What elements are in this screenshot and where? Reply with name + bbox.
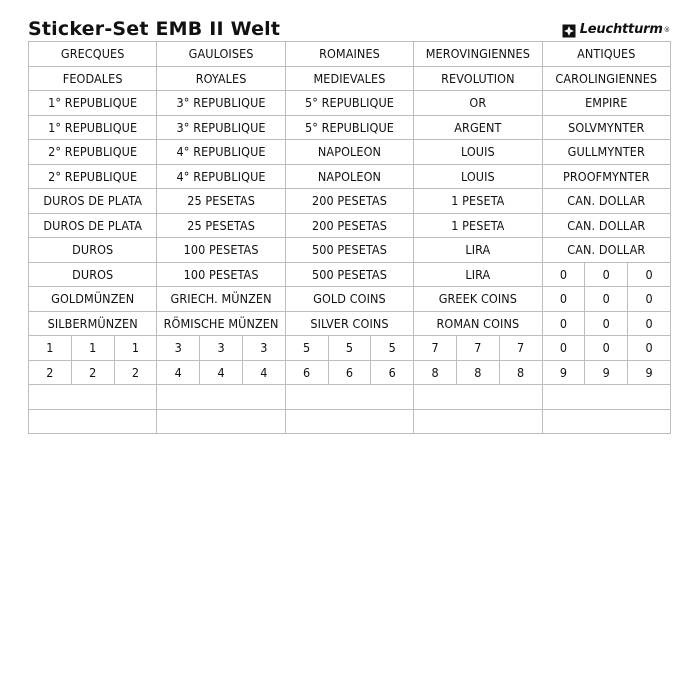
sticker-cell: GULLMYNTER bbox=[542, 140, 670, 165]
sticker-cell: 500 PESETAS bbox=[285, 238, 413, 263]
brand-logo bbox=[562, 22, 670, 37]
sticker-cell: 3 bbox=[157, 336, 200, 361]
sticker-cell: 1 PESETA bbox=[414, 213, 542, 238]
sticker-cell: GRECQUES bbox=[29, 42, 157, 67]
sticker-cell: 0 bbox=[585, 311, 628, 336]
sticker-cell: 7 bbox=[499, 336, 542, 361]
sticker-cell: CAN. DOLLAR bbox=[542, 238, 670, 263]
sticker-cell bbox=[414, 409, 542, 434]
table-row bbox=[29, 42, 671, 67]
sticker-cell: CAROLINGIENNES bbox=[542, 66, 670, 91]
sticker-cell: 2° REPUBLIQUE bbox=[29, 140, 157, 165]
lighthouse-logo-icon bbox=[562, 23, 576, 37]
sticker-cell: GOLD COINS bbox=[285, 287, 413, 312]
sticker-cell bbox=[542, 409, 670, 434]
sticker-cell: 8 bbox=[456, 360, 499, 385]
table-row bbox=[29, 409, 671, 434]
sticker-cell bbox=[29, 409, 157, 434]
sticker-cell bbox=[29, 385, 157, 410]
table-row bbox=[29, 213, 671, 238]
sticker-cell: 4 bbox=[242, 360, 285, 385]
sticker-cell: NAPOLEON bbox=[285, 140, 413, 165]
sticker-cell: 9 bbox=[628, 360, 671, 385]
sticker-cell: 8 bbox=[499, 360, 542, 385]
sticker-cell bbox=[157, 409, 285, 434]
sticker-cell: 4° REPUBLIQUE bbox=[157, 140, 285, 165]
sticker-cell: 2° REPUBLIQUE bbox=[29, 164, 157, 189]
sticker-cell: LOUIS bbox=[414, 140, 542, 165]
sticker-cell: 0 bbox=[542, 262, 585, 287]
sticker-cell: 0 bbox=[628, 336, 671, 361]
sticker-cell: ROMAN COINS bbox=[414, 311, 542, 336]
table-row bbox=[29, 287, 671, 312]
sticker-cell: DUROS DE PLATA bbox=[29, 189, 157, 214]
sticker-cell: 8 bbox=[414, 360, 457, 385]
sticker-cell: 7 bbox=[456, 336, 499, 361]
sticker-cell: 5 bbox=[371, 336, 414, 361]
table-row bbox=[29, 385, 671, 410]
sticker-cell: GOLDMÜNZEN bbox=[29, 287, 157, 312]
sticker-cell: SILBERMÜNZEN bbox=[29, 311, 157, 336]
sticker-cell: 1° REPUBLIQUE bbox=[29, 115, 157, 140]
sticker-cell: ROMAINES bbox=[285, 42, 413, 67]
sticker-cell: 0 bbox=[542, 336, 585, 361]
sticker-cell bbox=[542, 385, 670, 410]
sticker-cell: DUROS bbox=[29, 238, 157, 263]
sticker-cell: ARGENT bbox=[414, 115, 542, 140]
sticker-cell: 100 PESETAS bbox=[157, 262, 285, 287]
sticker-cell bbox=[285, 409, 413, 434]
sticker-cell: 0 bbox=[585, 287, 628, 312]
sticker-cell: 5° REPUBLIQUE bbox=[285, 91, 413, 116]
sticker-cell: 4 bbox=[157, 360, 200, 385]
sticker-cell: FEODALES bbox=[29, 66, 157, 91]
sticker-cell: PROOFMYNTER bbox=[542, 164, 670, 189]
table-row bbox=[29, 336, 671, 361]
sticker-cell: 9 bbox=[585, 360, 628, 385]
sticker-cell: LIRA bbox=[414, 238, 542, 263]
sticker-cell: 6 bbox=[328, 360, 371, 385]
sticker-cell: 1 PESETA bbox=[414, 189, 542, 214]
sticker-cell: OR bbox=[414, 91, 542, 116]
table-row bbox=[29, 238, 671, 263]
sticker-cell: MEDIEVALES bbox=[285, 66, 413, 91]
sticker-cell: LOUIS bbox=[414, 164, 542, 189]
sticker-cell: 0 bbox=[542, 311, 585, 336]
sticker-cell: 500 PESETAS bbox=[285, 262, 413, 287]
sticker-cell: 0 bbox=[628, 287, 671, 312]
sticker-cell: 1 bbox=[29, 336, 72, 361]
sticker-cell: 2 bbox=[29, 360, 72, 385]
sticker-cell: 6 bbox=[285, 360, 328, 385]
sticker-cell: DUROS DE PLATA bbox=[29, 213, 157, 238]
table-row bbox=[29, 140, 671, 165]
sticker-cell: 100 PESETAS bbox=[157, 238, 285, 263]
sticker-cell: 3 bbox=[200, 336, 243, 361]
sticker-cell: 5° REPUBLIQUE bbox=[285, 115, 413, 140]
sticker-cell: 25 PESETAS bbox=[157, 213, 285, 238]
sticker-cell bbox=[414, 385, 542, 410]
sticker-cell: 4 bbox=[200, 360, 243, 385]
table-row bbox=[29, 262, 671, 287]
sticker-cell: 7 bbox=[414, 336, 457, 361]
sticker-cell: 200 PESETAS bbox=[285, 213, 413, 238]
page-header bbox=[28, 18, 672, 40]
sticker-cell: ANTIQUES bbox=[542, 42, 670, 67]
sticker-cell: 3 bbox=[242, 336, 285, 361]
page-title: Sticker-Set EMB II Welt bbox=[28, 18, 281, 40]
sticker-cell bbox=[157, 385, 285, 410]
table-row bbox=[29, 66, 671, 91]
sticker-cell: DUROS bbox=[29, 262, 157, 287]
table-row bbox=[29, 115, 671, 140]
sticker-cell bbox=[285, 385, 413, 410]
sticker-cell: 0 bbox=[585, 262, 628, 287]
sticker-cell: 9 bbox=[542, 360, 585, 385]
sticker-cell: 2 bbox=[71, 360, 114, 385]
sticker-cell: ROYALES bbox=[157, 66, 285, 91]
sticker-cell: 0 bbox=[542, 287, 585, 312]
sticker-cell: 5 bbox=[328, 336, 371, 361]
sticker-cell: EMPIRE bbox=[542, 91, 670, 116]
sticker-cell: GRIECH. MÜNZEN bbox=[157, 287, 285, 312]
brand-name: Leuchtturm bbox=[579, 22, 663, 37]
sticker-cell: 200 PESETAS bbox=[285, 189, 413, 214]
sticker-cell: 6 bbox=[371, 360, 414, 385]
sticker-cell: REVOLUTION bbox=[414, 66, 542, 91]
registered-mark: ® bbox=[663, 25, 670, 34]
sticker-table bbox=[28, 41, 671, 434]
sticker-cell: CAN. DOLLAR bbox=[542, 189, 670, 214]
sticker-cell: 25 PESETAS bbox=[157, 189, 285, 214]
sticker-cell: 3° REPUBLIQUE bbox=[157, 91, 285, 116]
sticker-cell: SOLVMYNTER bbox=[542, 115, 670, 140]
sticker-cell: 0 bbox=[628, 262, 671, 287]
sticker-cell: 2 bbox=[114, 360, 157, 385]
sticker-cell: 5 bbox=[285, 336, 328, 361]
table-row bbox=[29, 311, 671, 336]
table-row bbox=[29, 189, 671, 214]
sticker-cell: MEROVINGIENNES bbox=[414, 42, 542, 67]
sticker-cell: 4° REPUBLIQUE bbox=[157, 164, 285, 189]
table-row bbox=[29, 164, 671, 189]
table-row bbox=[29, 360, 671, 385]
sticker-cell: 0 bbox=[628, 311, 671, 336]
sticker-cell: 3° REPUBLIQUE bbox=[157, 115, 285, 140]
sticker-cell: CAN. DOLLAR bbox=[542, 213, 670, 238]
sticker-cell: LIRA bbox=[414, 262, 542, 287]
sticker-cell: 1° REPUBLIQUE bbox=[29, 91, 157, 116]
sticker-cell: 0 bbox=[585, 336, 628, 361]
sticker-cell: SILVER COINS bbox=[285, 311, 413, 336]
table-row bbox=[29, 91, 671, 116]
sticker-cell: NAPOLEON bbox=[285, 164, 413, 189]
sticker-cell: 1 bbox=[71, 336, 114, 361]
sticker-cell: RÖMISCHE MÜNZEN bbox=[157, 311, 285, 336]
sticker-cell: GAULOISES bbox=[157, 42, 285, 67]
sticker-cell: 1 bbox=[114, 336, 157, 361]
sticker-cell: GREEK COINS bbox=[414, 287, 542, 312]
